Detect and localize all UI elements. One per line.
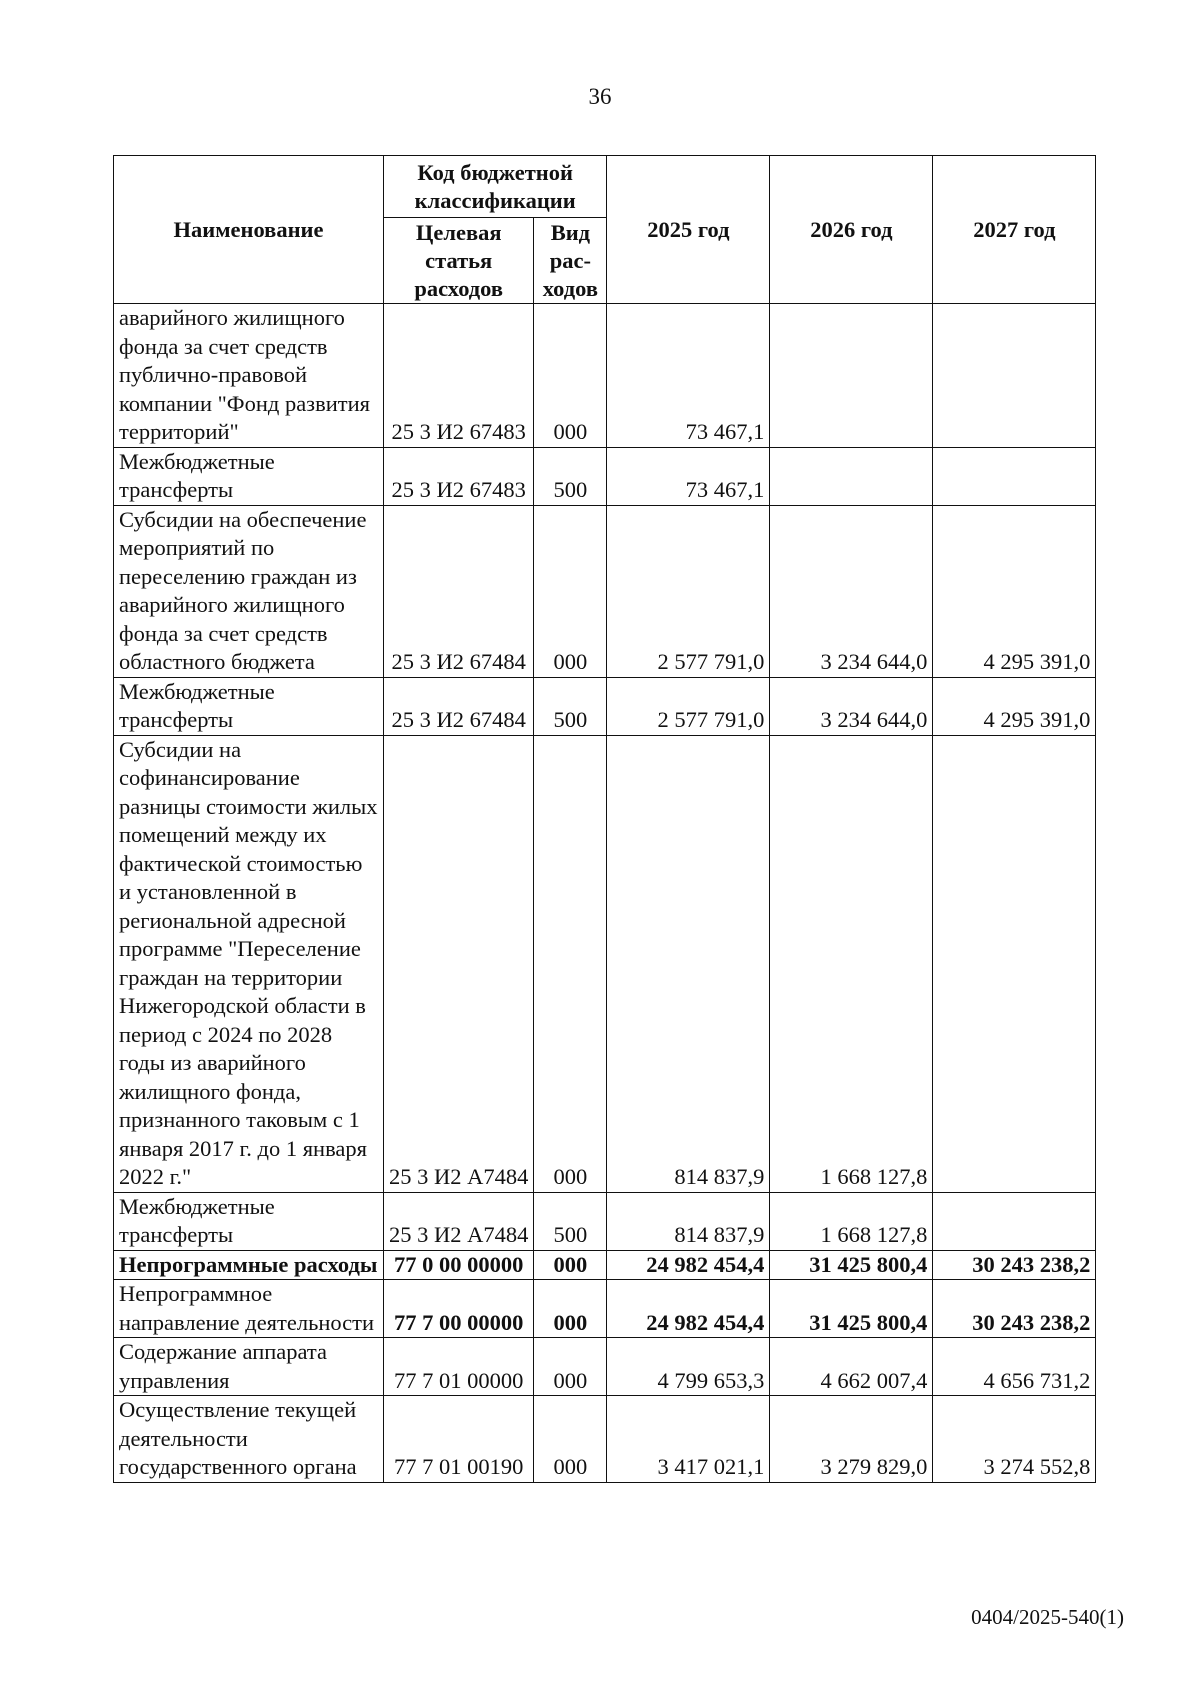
row-amount-2025: 24 982 454,4 <box>607 1250 770 1280</box>
row-target-code: 25 3 И2 67483 <box>384 304 534 448</box>
row-amount-2025: 2 577 791,0 <box>607 505 770 677</box>
row-amount-2026: 31 425 800,4 <box>770 1250 933 1280</box>
header-expense-kind: Вид рас-ходов <box>534 218 607 304</box>
row-name: Непрограммное направление деятельности <box>114 1280 384 1338</box>
row-name: Субсидии на обеспечение мероприятий по переселению граждан из аварийного жилищного фонда за счет средств областного бюджета <box>114 505 384 677</box>
row-amount-2027 <box>933 447 1096 505</box>
row-amount-2027 <box>933 304 1096 448</box>
row-amount-2026: 4 662 007,4 <box>770 1338 933 1396</box>
row-expense-kind: 500 <box>534 447 607 505</box>
row-name: Содержание аппарата управления <box>114 1338 384 1396</box>
header-2025: 2025 год <box>607 156 770 304</box>
table-row <box>114 505 1096 677</box>
document-code: 0404/2025-540(1) <box>971 1605 1124 1629</box>
row-name: аварийного жилищного фонда за счет средств публично-правовой компании "Фонд развития территорий" <box>114 304 384 448</box>
row-expense-kind: 000 <box>534 1280 607 1338</box>
table-row <box>114 1396 1096 1483</box>
row-amount-2026 <box>770 304 933 448</box>
row-target-code: 25 3 И2 67483 <box>384 447 534 505</box>
row-amount-2027 <box>933 735 1096 1192</box>
row-target-code: 25 3 И2 67484 <box>384 677 534 735</box>
row-amount-2027: 4 656 731,2 <box>933 1338 1096 1396</box>
row-amount-2025: 2 577 791,0 <box>607 677 770 735</box>
header-2026: 2026 год <box>770 156 933 304</box>
row-amount-2026: 1 668 127,8 <box>770 1192 933 1250</box>
table-row <box>114 1250 1096 1280</box>
row-name: Непрограммные расходы <box>114 1250 384 1280</box>
row-expense-kind: 500 <box>534 1192 607 1250</box>
row-amount-2025: 73 467,1 <box>607 447 770 505</box>
row-target-code: 77 0 00 00000 <box>384 1250 534 1280</box>
table-row <box>114 677 1096 735</box>
row-amount-2026: 3 279 829,0 <box>770 1396 933 1483</box>
table-row <box>114 735 1096 1192</box>
row-amount-2026: 1 668 127,8 <box>770 735 933 1192</box>
row-target-code: 77 7 01 00190 <box>384 1396 534 1483</box>
row-target-code: 25 3 И2 А7484 <box>384 735 534 1192</box>
row-name: Межбюджетные трансферты <box>114 1192 384 1250</box>
row-expense-kind: 000 <box>534 735 607 1192</box>
row-target-code: 77 7 01 00000 <box>384 1338 534 1396</box>
table-row <box>114 1192 1096 1250</box>
row-expense-kind: 000 <box>534 505 607 677</box>
page-number: 36 <box>588 84 612 109</box>
row-expense-kind: 000 <box>534 1396 607 1483</box>
row-amount-2025: 4 799 653,3 <box>607 1338 770 1396</box>
row-amount-2027: 4 295 391,0 <box>933 505 1096 677</box>
row-amount-2026 <box>770 447 933 505</box>
row-amount-2027: 30 243 238,2 <box>933 1250 1096 1280</box>
header-code-group: Код бюджетной классификации <box>384 156 607 218</box>
table-row <box>114 304 1096 448</box>
row-name: Межбюджетные трансферты <box>114 677 384 735</box>
header-name: Наименование <box>114 156 384 304</box>
row-amount-2025: 73 467,1 <box>607 304 770 448</box>
table-body <box>114 304 1096 1483</box>
table-row <box>114 1280 1096 1338</box>
row-amount-2026: 3 234 644,0 <box>770 505 933 677</box>
row-expense-kind: 000 <box>534 1250 607 1280</box>
row-expense-kind: 000 <box>534 1338 607 1396</box>
row-name: Межбюджетные трансферты <box>114 447 384 505</box>
row-amount-2025: 814 837,9 <box>607 1192 770 1250</box>
row-name: Субсидии на софинансирование разницы стоимости жилых помещений между их фактической стоимостью и установленной в региональной адресной программе "Переселение граждан на территории Нижегородской области в период с 2024 по 2028 годы из аварийного жилищного фонда, признанного таковым с 1 января 2017 г. до 1 января 2022 г." <box>114 735 384 1192</box>
budget-table <box>113 155 1096 1483</box>
row-amount-2025: 3 417 021,1 <box>607 1396 770 1483</box>
row-expense-kind: 000 <box>534 304 607 448</box>
row-name: Осуществление текущей деятельности государственного органа <box>114 1396 384 1483</box>
row-amount-2027: 3 274 552,8 <box>933 1396 1096 1483</box>
row-target-code: 77 7 00 00000 <box>384 1280 534 1338</box>
row-target-code: 25 3 И2 А7484 <box>384 1192 534 1250</box>
row-target-code: 25 3 И2 67484 <box>384 505 534 677</box>
row-amount-2025: 24 982 454,4 <box>607 1280 770 1338</box>
row-amount-2026: 31 425 800,4 <box>770 1280 933 1338</box>
header-target-article: Целевая статья расходов <box>384 218 534 304</box>
table-row <box>114 1338 1096 1396</box>
table-row <box>114 447 1096 505</box>
row-amount-2027: 30 243 238,2 <box>933 1280 1096 1338</box>
row-amount-2027 <box>933 1192 1096 1250</box>
row-amount-2027: 4 295 391,0 <box>933 677 1096 735</box>
row-expense-kind: 500 <box>534 677 607 735</box>
row-amount-2026: 3 234 644,0 <box>770 677 933 735</box>
header-2027: 2027 год <box>933 156 1096 304</box>
row-amount-2025: 814 837,9 <box>607 735 770 1192</box>
